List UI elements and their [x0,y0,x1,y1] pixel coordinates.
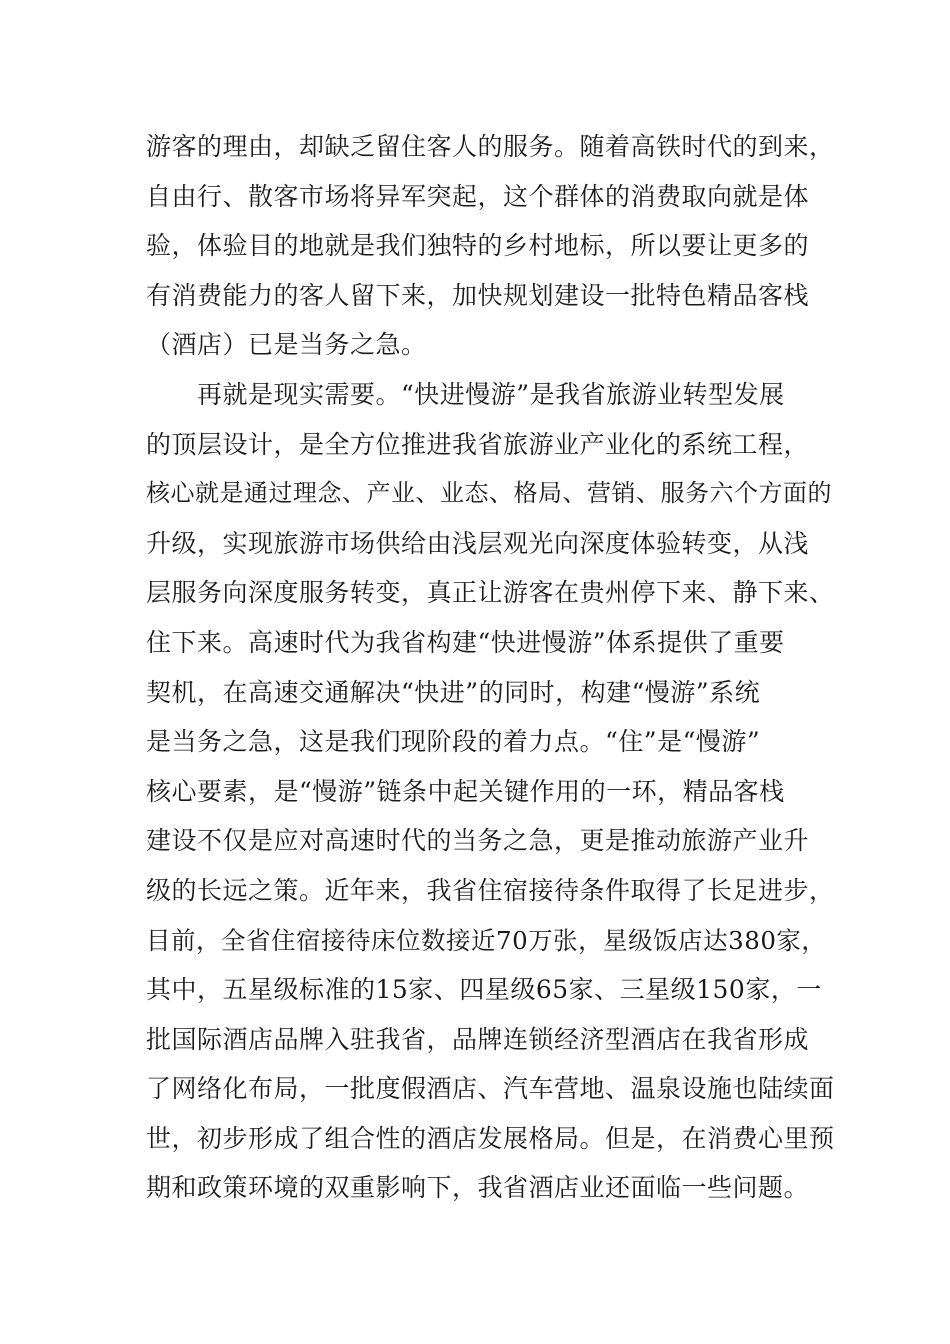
text-line-21: 世，初步形成了组合性的酒店发展格局。但是，在消费心里预 [146,1123,835,1153]
text-line-2: 自由行、散客市场将异军突起，这个群体的消费取向就是体 [146,181,810,211]
text-line-12: 契机，在高速交通解决“快进”的同时，构建“慢游”系统 [146,677,761,707]
text-line-16: 级的长远之策。近年来，我省住宿接待条件取得了长足进步， [146,875,835,905]
text-line-20: 了网络化布局，一批度假酒店、汽车营地、温泉设施也陆续面 [146,1074,835,1104]
body-text [146,122,835,1213]
text-line-10: 层服务向深度服务转变，真正让游客在贵州停下来、静下来、 [146,578,835,608]
text-line-14: 核心要素，是“慢游”链条中起关键作用的一环，精品客栈 [146,776,785,806]
text-line-1: 游客的理由，却缺乏留住客人的服务。随着高铁时代的到来， [146,132,835,161]
text-line-3: 验，体验目的地就是我们独特的乡村地标，所以要让更多的 [146,231,810,261]
text-line-22: 期和政策环境的双重影响下，我省酒店业还面临一些问题。 [146,1173,810,1203]
text-line-19: 批国际酒店品牌入驻我省，品牌连锁经济型酒店在我省形成 [146,1024,810,1054]
text-line-6: 再就是现实需要。“快进慢游”是我省旅游业转型发展 [146,379,785,409]
text-line-9: 升级，实现旅游市场供给由浅层观光向深度体验转变，从浅 [146,528,810,558]
text-line-11: 住下来。高速时代为我省构建“快进慢游”体系提供了重要 [146,627,785,657]
text-line-15: 建设不仅是应对高速时代的当务之急，更是推动旅游产业升 [146,826,810,856]
text-line-17: 目前，全省住宿接待床位数接近70万张，星级饭店达380家， [146,925,827,955]
text-line-4: 有消费能力的客人留下来，加快规划建设一批特色精品客栈 [146,280,810,310]
text-line-7: 的顶层设计，是全方位推进我省旅游业产业化的系统工程， [146,429,810,459]
text-line-13: 是当务之急，这是我们现阶段的着力点。“住”是“慢游” [146,727,761,757]
text-line-5: （酒店）已是当务之急。 [146,330,427,360]
text-line-8: 核心就是通过理念、产业、业态、格局、营销、服务六个方面的 [146,479,832,508]
text-line-18: 其中，五星级标准的15家、四星级65家、三星级150家，一 [146,975,822,1005]
